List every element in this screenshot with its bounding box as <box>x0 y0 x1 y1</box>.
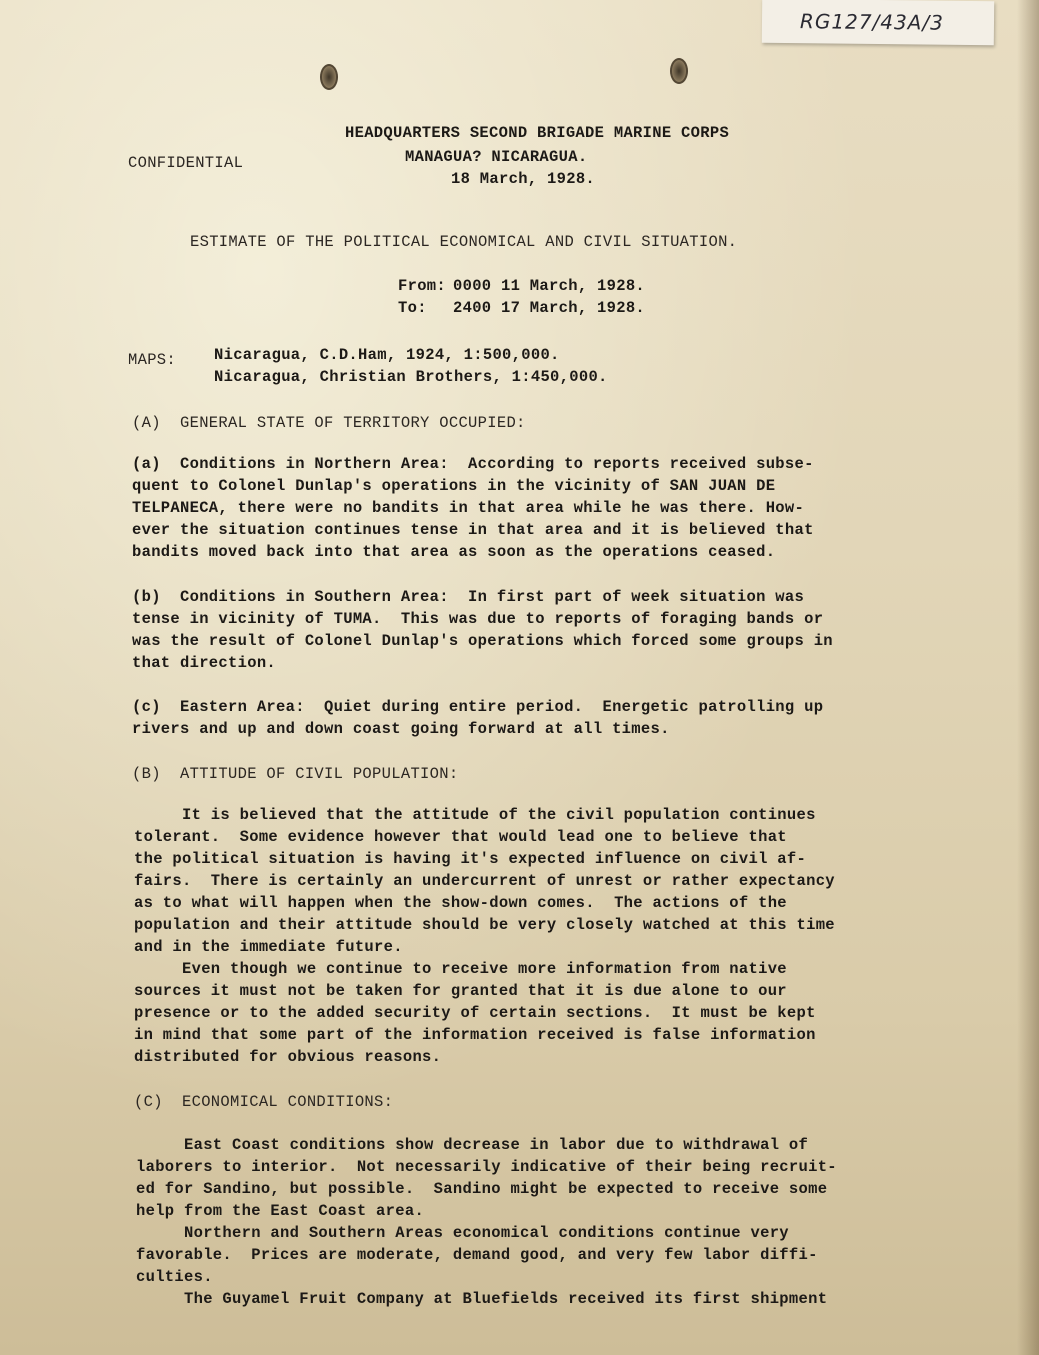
header-date: 18 March, 1928. <box>451 170 596 188</box>
maps-label: MAPS: <box>128 351 177 369</box>
para-a-line: bandits moved back into that area as soon as the operations ceased. <box>132 543 776 561</box>
para-c2-line: culties. <box>136 1268 213 1286</box>
para-c1-line: help from the East Coast area. <box>136 1202 425 1220</box>
para-c1-line: ed for Sandino, but possible. Sandino might be expected to receive some <box>136 1180 828 1198</box>
para-a-line: TELPANECA, there were no bandits in that area while he was there. How- <box>132 499 805 517</box>
para-b2-line: in mind that some part of the information received is false information <box>134 1026 816 1044</box>
map-reference-1: Nicaragua, C.D.Ham, 1924, 1:500,000. <box>214 346 560 364</box>
para-b2-line: Even though we continue to receive more information from native <box>134 960 787 978</box>
para-a-line: quent to Colonel Dunlap's operations in the vicinity of SAN JUAN DE <box>132 477 776 495</box>
para-b1-line: and in the immediate future. <box>134 938 403 956</box>
para-b-line: was the result of Colonel Dunlap's operations which forced some groups in <box>132 632 833 650</box>
para-b1-line: the political situation is having it's expected influence on civil af- <box>134 850 807 868</box>
header-line-1: HEADQUARTERS SECOND BRIGADE MARINE CORPS <box>345 124 730 142</box>
archive-tag <box>762 0 994 45</box>
para-c3-line: The Guyamel Fruit Company at Bluefields received its first shipment <box>136 1290 828 1308</box>
para-c1-line: East Coast conditions show decrease in labor due to withdrawal of <box>136 1136 809 1154</box>
para-b-line: that direction. <box>132 654 277 672</box>
section-b-heading: (B) ATTITUDE OF CIVIL POPULATION: <box>132 765 459 783</box>
period-from-label: From: <box>398 277 447 295</box>
period-to-value: 2400 17 March, 1928. <box>453 299 646 317</box>
para-c-line: (c) Eastern Area: Quiet during entire period. Energetic patrolling up <box>132 698 824 716</box>
para-b2-line: presence or to the added security of certain sections. It must be kept <box>134 1004 816 1022</box>
para-c2-line: favorable. Prices are moderate, demand good, and very few labor diffi- <box>136 1246 818 1264</box>
para-b1-line: population and their attitude should be very closely watched at this time <box>134 916 835 934</box>
para-c-line: rivers and up and down coast going forward at all times. <box>132 720 670 738</box>
para-c1-line: laborers to interior. Not necessarily indicative of their being recruit- <box>136 1158 837 1176</box>
para-b1-line: as to what will happen when the show-down comes. The actions of the <box>134 894 787 912</box>
para-b1-line: tolerant. Some evidence however that would lead one to believe that <box>134 828 787 846</box>
para-b1-line: It is believed that the attitude of the civil population continues <box>134 806 816 824</box>
classification-label: CONFIDENTIAL <box>128 154 244 172</box>
para-b2-line: sources it must not be taken for granted that it is due alone to our <box>134 982 787 1000</box>
para-b1-line: fairs. There is certainly an undercurrent of unrest or rather expectancy <box>134 872 835 890</box>
period-to-label: To: <box>398 299 427 317</box>
para-b2-line: distributed for obvious reasons. <box>134 1048 442 1066</box>
para-b-line: tense in vicinity of TUMA. This was due to reports of foraging bands or <box>132 610 824 628</box>
header-line-2: MANAGUA? NICARAGUA. <box>405 148 588 166</box>
para-c2-line: Northern and Southern Areas economical conditions continue very <box>136 1224 789 1242</box>
page-edge-shadow <box>1017 0 1039 1355</box>
archive-tag-text: RG127/43A/3 <box>799 9 945 35</box>
map-reference-2: Nicaragua, Christian Brothers, 1:450,000. <box>214 368 608 386</box>
punch-hole-right <box>670 58 688 84</box>
punch-hole-left <box>320 64 338 90</box>
para-a-line: ever the situation continues tense in that area and it is believed that <box>132 521 814 539</box>
period-from-value: 0000 11 March, 1928. <box>453 277 646 295</box>
para-a-line: (a) Conditions in Northern Area: According to reports received subse- <box>132 455 814 473</box>
section-a-heading: (A) GENERAL STATE OF TERRITORY OCCUPIED: <box>132 414 526 432</box>
para-b-line: (b) Conditions in Southern Area: In first part of week situation was <box>132 588 805 606</box>
section-c-heading: (C) ECONOMICAL CONDITIONS: <box>134 1093 394 1111</box>
document-title: ESTIMATE OF THE POLITICAL ECONOMICAL AND CIVIL SITUATION. <box>190 233 738 251</box>
